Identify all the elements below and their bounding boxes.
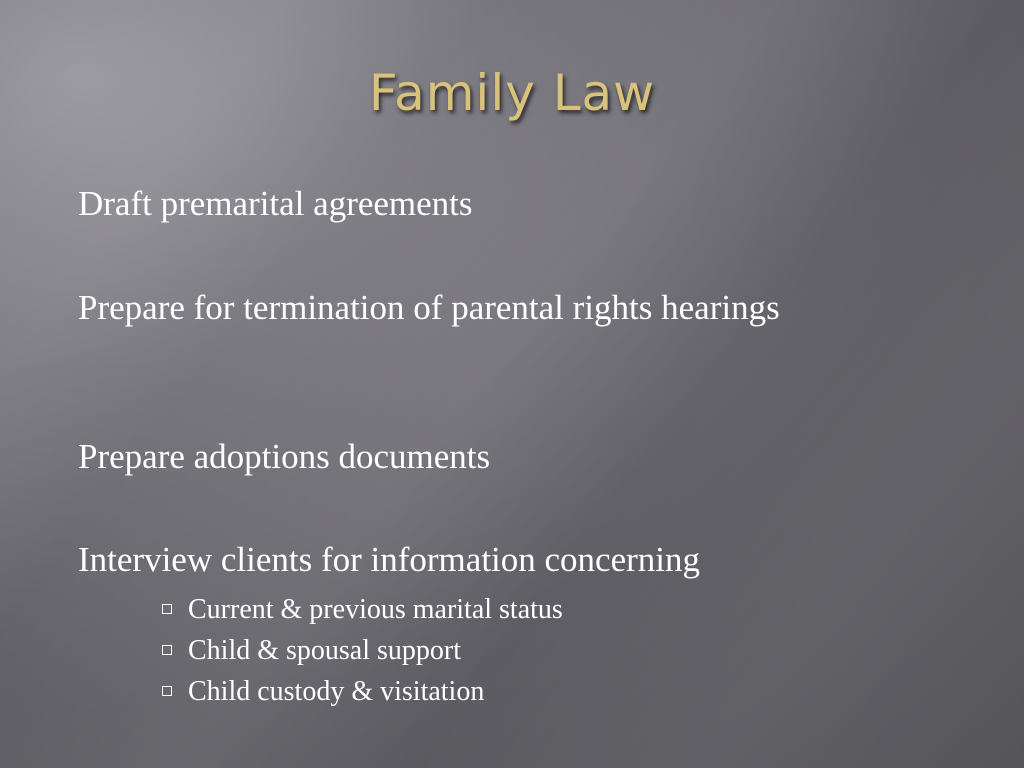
sub-bullet-text: Child & spousal support — [188, 635, 462, 666]
bullet-item: Prepare adoptions documents — [78, 437, 491, 476]
square-bullet-icon — [162, 686, 172, 696]
sub-bullet-list — [162, 589, 563, 712]
square-bullet-icon — [162, 645, 172, 655]
slide-title: Family Law — [368, 64, 656, 122]
sub-bullet-text: Current & previous marital status — [188, 594, 563, 625]
bullet-item: Interview clients for information concerning — [78, 540, 701, 579]
bullet-item: Prepare for termination of parental rights hearings — [78, 288, 780, 327]
square-bullet-icon — [162, 604, 172, 614]
sub-bullet-text: Child custody & visitation — [188, 676, 485, 707]
sub-bullet-item — [162, 671, 563, 712]
sub-bullet-item — [162, 589, 563, 630]
bullet-item: Draft premarital agreements — [78, 184, 473, 223]
sub-bullet-item — [162, 630, 563, 671]
